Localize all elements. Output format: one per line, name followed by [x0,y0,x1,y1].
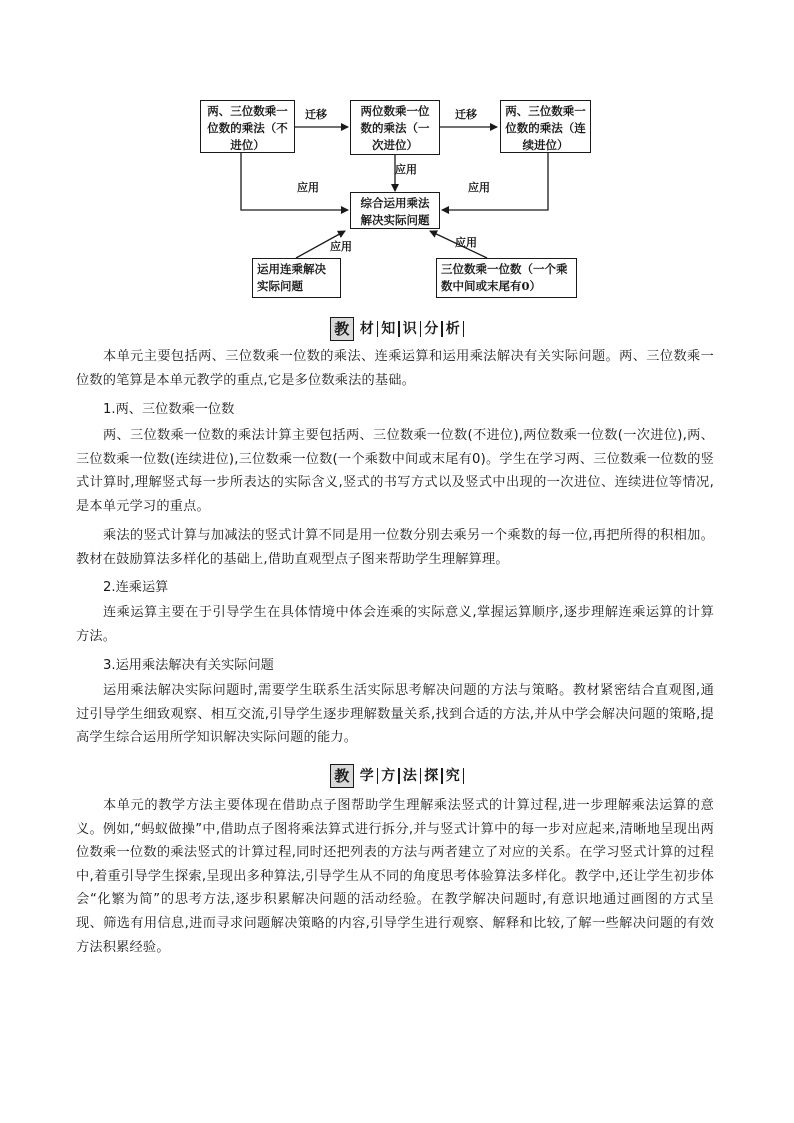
box-continuous-multiplication: 运用连乘解决实际问题 [252,258,341,298]
heading-char: 学 [359,768,374,784]
heading-char: 方 [381,768,396,784]
arrow-apply-right [442,153,548,210]
paragraph-item3: 运用乘法解决实际问题时,需要学生联系生活实际思考解决问题的方法与策略。教材紧密结合直观图,通过引导学生细致观察、相互交流,引导学生逐步理解数量关系,找到合适的方法,并从中学会解决问题的策略,提高学生综合运用所学知识解决实际问题的能力。 [76,683,714,746]
label-transfer-1: 迁移 [305,108,327,121]
flow-diagram-arrows [0,0,794,310]
heading-char: 材 [359,321,374,337]
label-apply-bottom-right: 应用 [455,236,477,249]
paragraph-item1-a: 两、三位数乘一位数的乘法计算主要包括两、三位数乘一位数(不进位),两位数乘一位数(一次进位),两、三位数乘一位数(连续进位),三位数乘一位数(一个乘数中间或末尾有0)。学生在学习两、三位数乘一位数的竖式计算时,理解竖式每一步所表达的实际含义,竖式的书写方式以及竖式中出现的一次进位、连续进位等情况,是本单元学习的重点。 [76,428,714,514]
box-continuous-carry: 两、三位数乘一位数的乘法（连续进位） [500,100,591,153]
heading-char: 分 [424,321,439,337]
label-apply-bottom-left: 应用 [330,240,352,253]
box-single-carry: 两位数乘一位数的乘法（一次进位） [350,100,440,155]
section-badge: 教 [330,317,354,341]
paragraph-item1-b: 乘法的竖式计算与加减法的竖式计算不同是用一位数分别去乘另一个乘数的每一位,再把所得的积相加。教材在鼓励算法多样化的基础上,借助直观型点子图来帮助学生理解算理。 [76,528,714,567]
label-apply-mid: 应用 [395,163,417,176]
section-badge: 教 [330,764,354,788]
heading-char: 知 [381,321,396,337]
heading-char: 探 [424,768,439,784]
heading-char: 析 [445,321,460,337]
section-heading-method-exploration [0,763,794,789]
label-apply-right: 应用 [468,181,490,194]
heading-char: 法 [402,768,417,784]
arrow-apply-left [241,153,348,210]
subheading-1: 1.两、三位数乘一位数 [103,402,235,417]
label-transfer-2: 迁移 [455,108,477,121]
box-comprehensive: 综合运用乘法解决实际问题 [350,192,440,229]
heading-char: 究 [445,768,460,784]
section-heading-material-analysis [0,316,794,342]
subheading-2: 2.连乘运算 [103,580,169,595]
label-apply-left: 应用 [297,181,319,194]
paragraph-item2: 连乘运算主要在于引导学生在具体情境中体会连乘的实际意义,掌握运算顺序,逐步理解连乘运算的计算方法。 [76,605,714,644]
box-three-digit-zero: 三位数乘一位数（一个乘数中间或末尾有0） [436,258,577,298]
subheading-3: 3.运用乘法解决有关实际问题 [103,658,274,673]
paragraph-intro: 本单元主要包括两、三位数乘一位数的乘法、连乘运算和运用乘法解决有关实际问题。两、三位数乘一位数的笔算是本单元教学的重点,它是多位数乘法的基础。 [76,349,714,388]
heading-char: 识 [402,321,417,337]
paragraph-method: 本单元的教学方法主要体现在借助点子图帮助学生理解乘法竖式的计算过程,进一步理解乘法运算的意义。例如,“蚂蚁做操”中,借助点子图将乘法算式进行拆分,并与竖式计算中的每一步对应起来,清晰地呈现出两位数乘一位数的乘法竖式的计算过程,同时还把列表的方法与两者建立了对应的关系。在学习竖式计算的过程中,着重引导学生探索,呈现出多种算法,引导学生从不同的角度思考体验算法多样化。教学中,还让学生初步体会“化繁为简”的思考方法,逐步积累解决问题的活动经验。在教学解决问题时,有意识地通过画图的方式呈现、筛选有用信息,进而寻求问题解决策略的内容,引导学生进行观察、解释和比较,了解一些解决问题的有效方法积累经验。 [76,798,714,955]
box-no-carry: 两、三位数乘一位数的乘法（不进位） [200,100,295,153]
